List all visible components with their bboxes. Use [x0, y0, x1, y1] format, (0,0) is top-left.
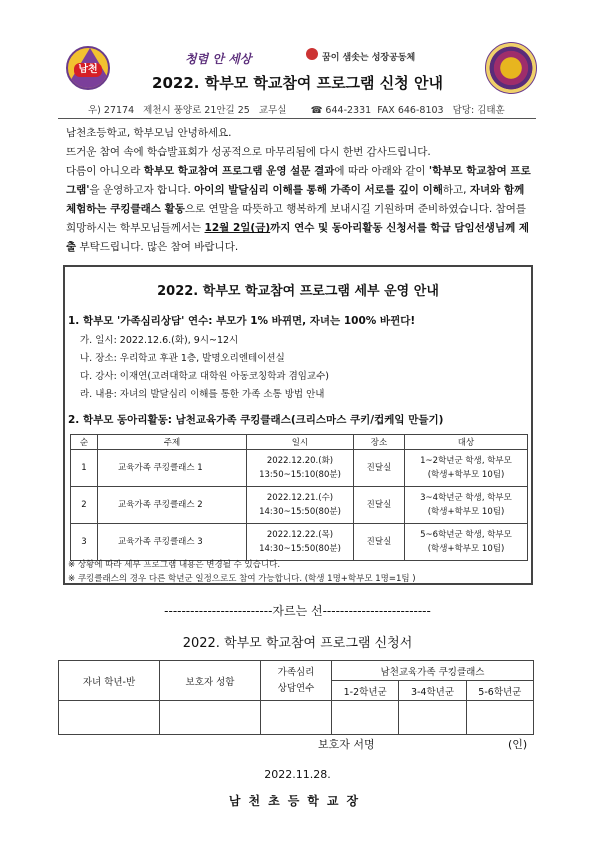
- col-header-place: 장소: [354, 435, 405, 450]
- row-topic: 교육가족 쿠킹클래스 2: [98, 487, 247, 524]
- row-topic: 교육가족 쿠킹클래스 1: [98, 450, 247, 487]
- row-target: 5~6학년군 학생, 학부모 (학생+학부모 10팀): [405, 524, 528, 561]
- row-datetime: 2022.12.20.(화) 13:50~15:10(80분): [247, 450, 354, 487]
- slogan-emblem-icon: [306, 48, 318, 60]
- form-col-grade: 자녀 학년-반: [59, 661, 160, 701]
- row-datetime: 2022.12.21.(수) 14:30~15:50(80분): [247, 487, 354, 524]
- form-sub-1-2: 1-2학년군: [332, 681, 399, 701]
- section-2-heading: 2. 학부모 동아리활동: 남천교육가족 쿠킹클래스(크리스마스 쿠키/컵케잌 만들기): [68, 414, 444, 426]
- counseling-input-cell[interactable]: [261, 701, 332, 735]
- guardian-input-cell[interactable]: [160, 701, 261, 735]
- cooking-class-table: [70, 434, 528, 561]
- grade-input-cell[interactable]: [59, 701, 160, 735]
- growth-community-slogan: 꿈이 샘솟는 성장공동체: [322, 53, 416, 63]
- table-row: [71, 450, 528, 487]
- form-col-guardian: 보호자 성함: [160, 661, 261, 701]
- greeting: 남천초등학교, 학부모님 안녕하세요.: [66, 127, 232, 139]
- row-no: 2: [71, 487, 98, 524]
- row-topic: 교육가족 쿠킹클래스 3: [98, 524, 247, 561]
- thanks-line: 뜨거운 참여 속에 학습발표회가 성공적으로 마무리됨에 다시 한번 감사드립니다.: [66, 146, 431, 158]
- row-place: 진달실: [354, 524, 405, 561]
- form-sub-3-4: 3-4학년군: [399, 681, 466, 701]
- issue-date: 2022.11.28.: [264, 768, 331, 781]
- col-header-topic: 주제: [98, 435, 247, 450]
- cut-line: -------------------------자르는 선-------------------------: [164, 604, 431, 618]
- item-content: 라. 내용: 자녀의 발달심리 이해를 통한 가족 소통 방법 안내: [80, 389, 325, 400]
- guardian-signature-label: 보호자 서명: [318, 738, 375, 751]
- note-change: ※ 상황에 따라 세부 프로그램 내용은 변경될 수 있습니다.: [68, 560, 281, 570]
- row-place: 진달실: [354, 450, 405, 487]
- header-divider: [58, 118, 536, 119]
- page-title: 2022. 학부모 학교참여 프로그램 신청 안내: [152, 74, 443, 92]
- table-row: [71, 524, 528, 561]
- section-1-heading: 1. 학부모 '가족심리상담' 연수: 부모가 1% 바뀌면, 자녀는 100% 바뀐다!: [68, 315, 416, 327]
- table-row: [71, 487, 528, 524]
- row-target: 3~4학년군 학생, 학부모 (학생+학부모 10팀): [405, 487, 528, 524]
- row-target: 1~2학년군 학생, 학부모 (학생+학부모 10팀): [405, 450, 528, 487]
- form-title: 2022. 학부모 학교참여 프로그램 신청서: [182, 636, 413, 651]
- box-title: 2022. 학부모 학교참여 프로그램 세부 운영 안내: [157, 284, 439, 299]
- letter-paragraph: 다름이 아니오라 학부모 학교참여 프로그램 운영 설문 결과에 따라 아래와 같이 '학부모 학교참여 프로그램'을 운영하고자 합니다. 아이의 발달심리 이해를 통해 가족이 서로를 깊이 이해하고, 자녀와 함께 체험하는 쿠킹클래스 활동으로 연말을 따뜻하고 행복하게 보내시길 기원하며 준비하였습니다. 참여를 희망하시는 학부모님들께서는 12월 2일(금)까지 연수 및 동아리활동 신청서를 학급 담임선생님께 제출 부탁드립니다. 많은 참여 바랍니다.: [66, 165, 531, 253]
- row-place: 진달실: [354, 487, 405, 524]
- form-col-cooking: 남천교육가족 쿠킹클래스: [332, 661, 534, 681]
- item-place: 나. 장소: 우리학교 후관 1층, 발명오리엔테이션실: [80, 353, 285, 364]
- note-participation: ※ 쿠킹클래스의 경우 다른 학년군 일정으로도 참여 가능합니다. (학생 1명+학부모 1명=1팀 ): [68, 574, 416, 584]
- school-principal: 남천초등학교장: [228, 794, 367, 808]
- logo-label: 남천: [74, 63, 102, 77]
- row-no: 1: [71, 450, 98, 487]
- seal-mark[interactable]: (인): [508, 738, 528, 751]
- col-header-no: 순: [71, 435, 98, 450]
- school-address: 우) 27174 제천시 풍양로 21안길 25 교무실 ☎ 644-2331 FAX 646-8103 담당: 김태훈: [88, 105, 505, 116]
- row-no: 3: [71, 524, 98, 561]
- clean-world-slogan: 청렴 안 세상: [185, 52, 252, 66]
- cooking-1-2-input-cell[interactable]: [332, 701, 399, 735]
- form-col-counseling: 가족심리 상담연수: [261, 661, 332, 701]
- col-header-target: 대상: [405, 435, 528, 450]
- form-sub-5-6: 5-6학년군: [466, 681, 533, 701]
- col-header-time: 일시: [247, 435, 354, 450]
- item-date: 가. 일시: 2022.12.6.(화), 9시~12시: [80, 335, 239, 346]
- item-lecturer: 다. 강사: 이재연(고려대학교 대학원 아동코칭학과 겸임교수): [80, 371, 329, 382]
- application-form-table: [58, 660, 534, 735]
- row-datetime: 2022.12.22.(목) 14:30~15:50(80분): [247, 524, 354, 561]
- cooking-3-4-input-cell[interactable]: [399, 701, 466, 735]
- cooking-5-6-input-cell[interactable]: [466, 701, 533, 735]
